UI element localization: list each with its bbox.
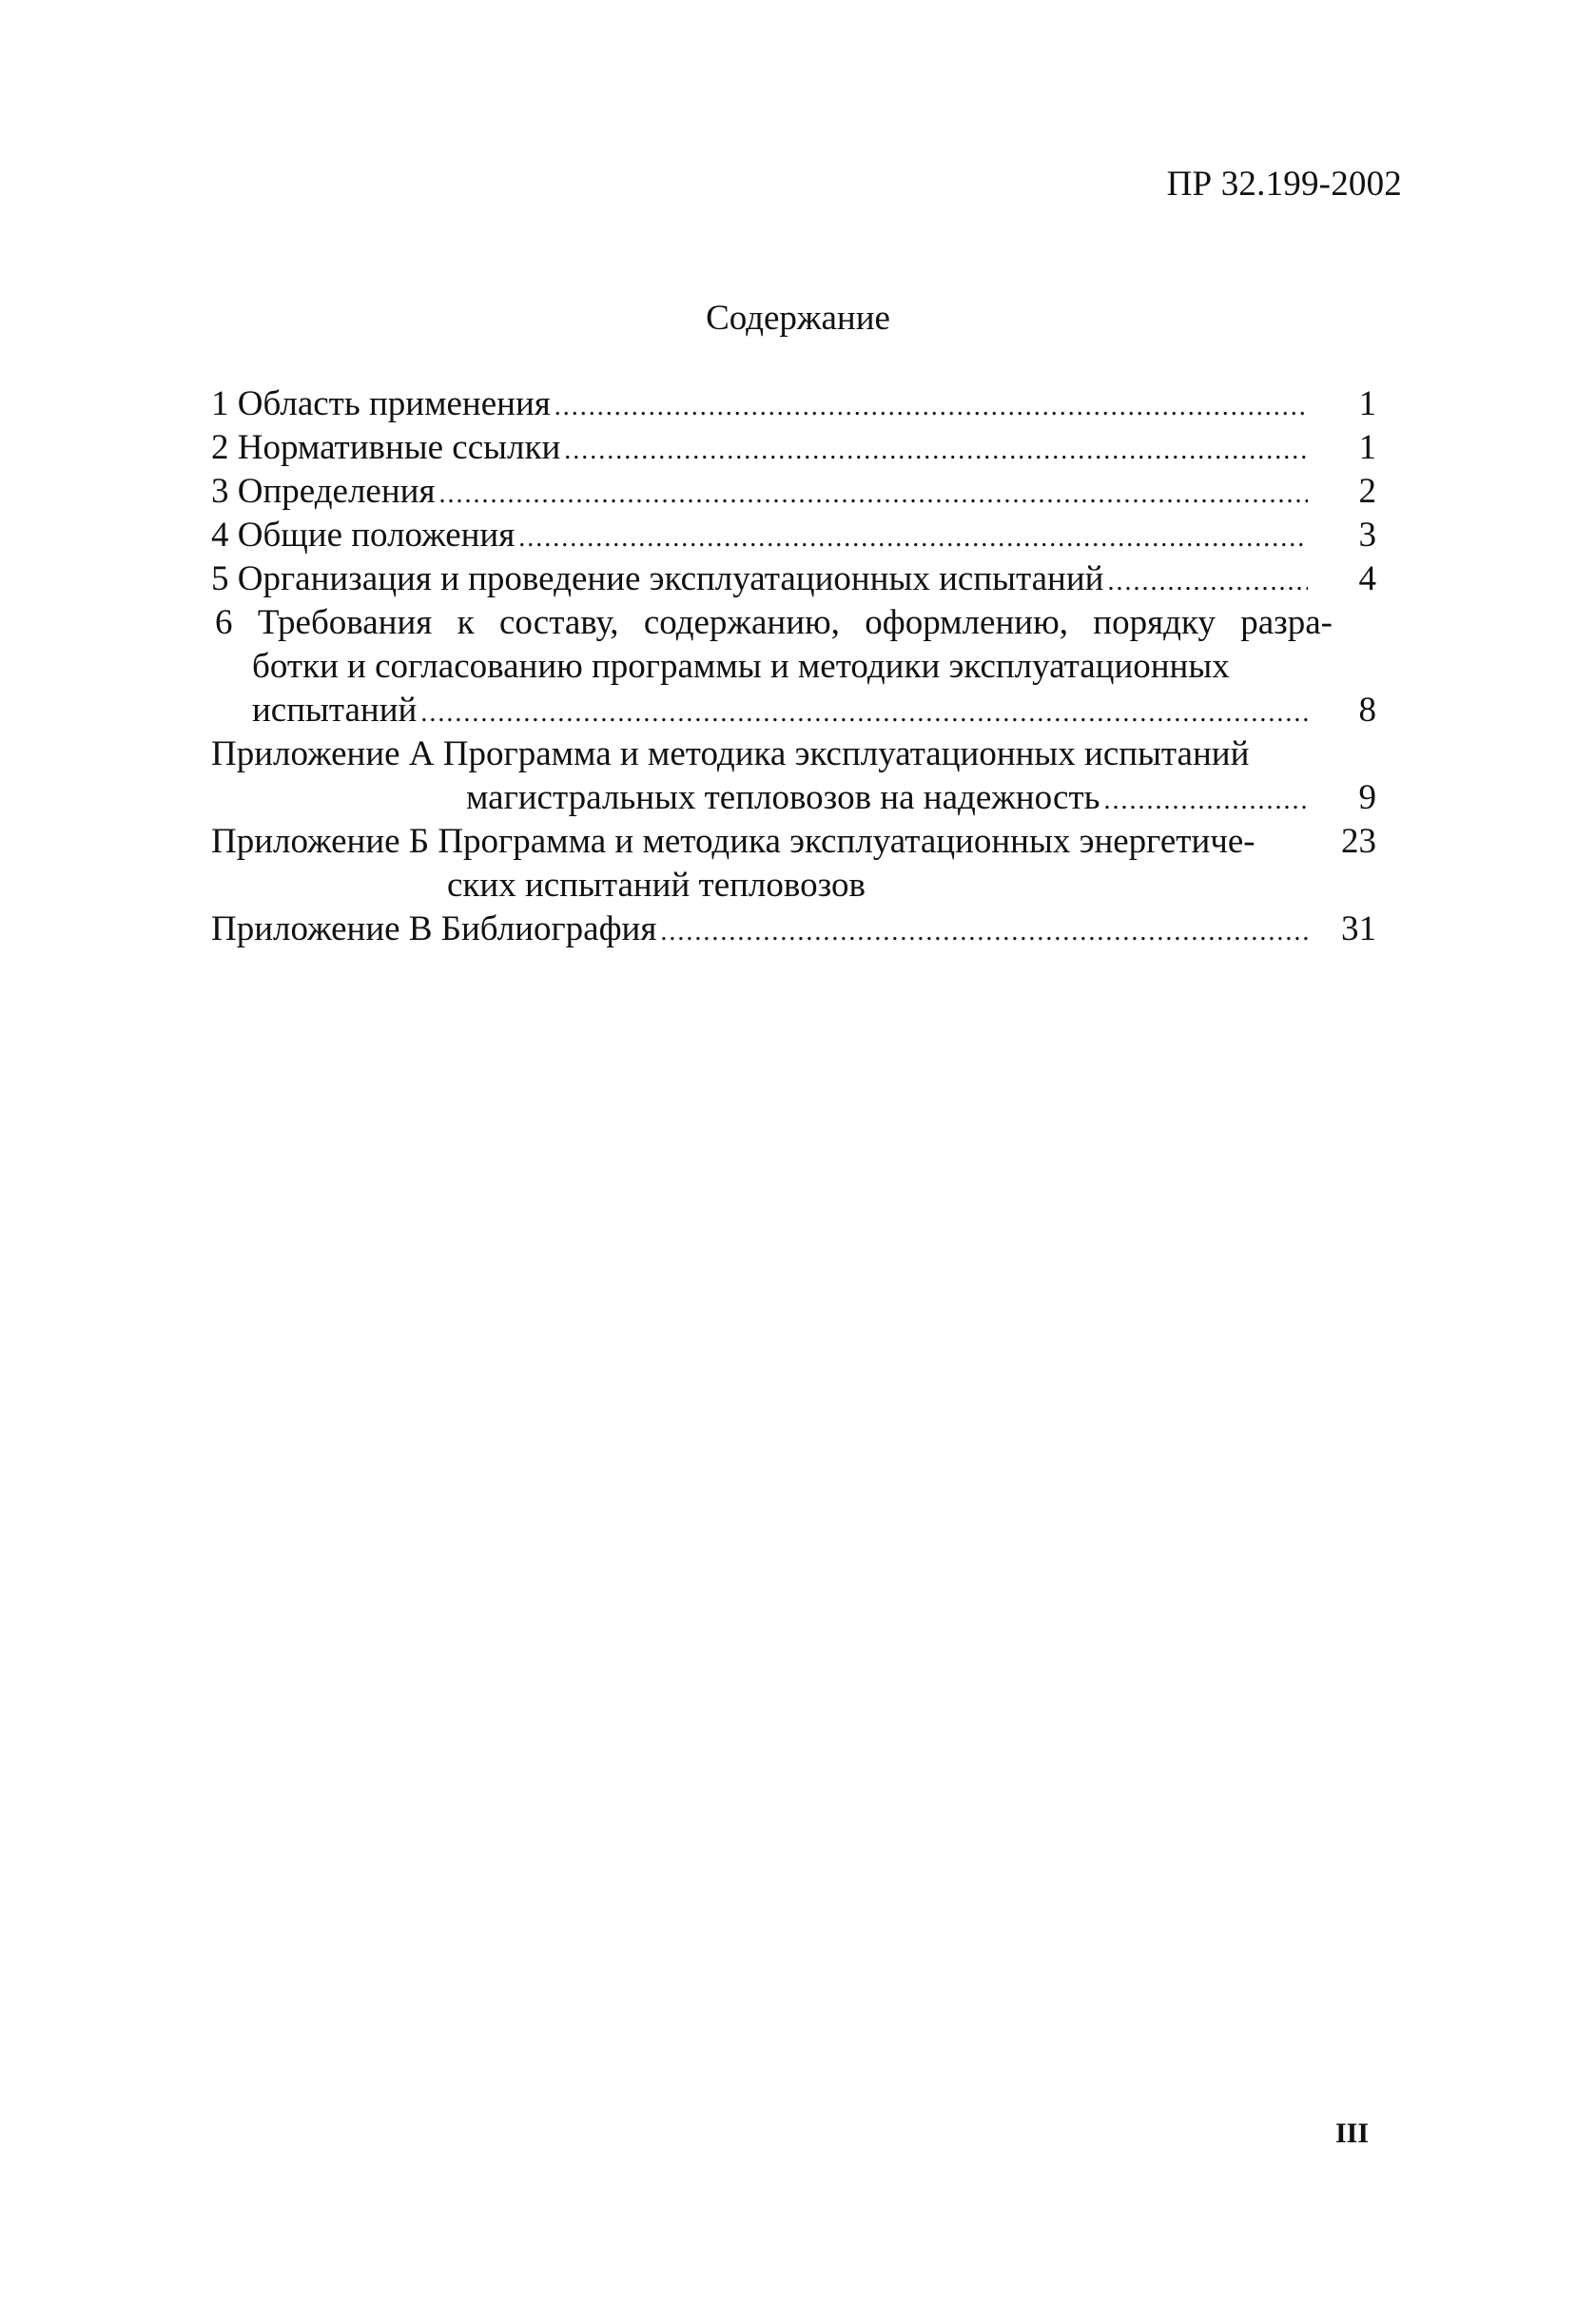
toc-page-number: 31 xyxy=(1341,909,1376,948)
toc-entry-text: 6 Требования к составу, содержанию, оформлению, порядку разра- xyxy=(215,603,1333,642)
toc-title: Содержание xyxy=(706,299,890,338)
toc-page-number: 8 xyxy=(1358,691,1376,730)
table-of-contents xyxy=(211,382,1386,951)
toc-page-number: 2 xyxy=(1358,472,1376,511)
dot-leader xyxy=(518,517,1308,560)
toc-entry-text: 1 Область применения xyxy=(211,384,551,423)
dot-leader xyxy=(420,692,1308,735)
dot-leader xyxy=(564,429,1308,473)
dot-leader xyxy=(555,385,1308,429)
toc-entry-text: 3 Определения xyxy=(211,472,436,511)
toc-entry-appendix-v[interactable] xyxy=(211,908,1386,951)
toc-entry-5[interactable] xyxy=(211,557,1386,601)
toc-entry-text: Приложение В Библиография xyxy=(211,909,657,948)
dot-leader xyxy=(1104,779,1309,823)
page-number: III xyxy=(1335,2118,1370,2149)
toc-entry-text: испытаний xyxy=(252,691,418,730)
toc-page-number: 4 xyxy=(1358,559,1376,598)
toc-entry-text: Приложение Б Программа и методика эксплуатационных энергетиче- xyxy=(211,822,1255,861)
toc-entry-3[interactable] xyxy=(211,470,1386,514)
toc-entry-text: ских испытаний тепловозов xyxy=(447,866,866,905)
dot-leader xyxy=(660,910,1308,954)
toc-page-number: 3 xyxy=(1358,516,1376,555)
toc-entry-text: 2 Нормативные ссылки xyxy=(211,428,561,467)
toc-entry-text: 4 Общие положения xyxy=(211,516,516,555)
toc-page-number: 1 xyxy=(1358,428,1376,467)
toc-entry-2[interactable] xyxy=(211,426,1386,470)
dot-leader xyxy=(438,473,1308,517)
toc-page-number: 23 xyxy=(1341,822,1376,861)
toc-entry-text: Приложение А Программа и методика эксплуатационных испытаний xyxy=(211,734,1250,773)
toc-page-number: 1 xyxy=(1358,384,1376,423)
toc-entry-6[interactable] xyxy=(211,601,1386,732)
toc-entry-text: магистральных тепловозов на надежность xyxy=(466,778,1100,817)
toc-entry-text: 5 Организация и проведение эксплуатационных испытаний xyxy=(211,559,1104,598)
toc-entry-appendix-a[interactable] xyxy=(211,732,1386,820)
toc-entry-text: ботки и согласованию программы и методики эксплуатационных xyxy=(252,647,1230,686)
toc-entry-appendix-b[interactable] xyxy=(211,820,1386,908)
toc-entry-4[interactable] xyxy=(211,514,1386,557)
dot-leader xyxy=(1107,560,1308,604)
document-code: ПР 32.199-2002 xyxy=(1166,165,1402,204)
toc-entry-1[interactable] xyxy=(211,382,1386,426)
toc-page-number: 9 xyxy=(1358,778,1376,817)
